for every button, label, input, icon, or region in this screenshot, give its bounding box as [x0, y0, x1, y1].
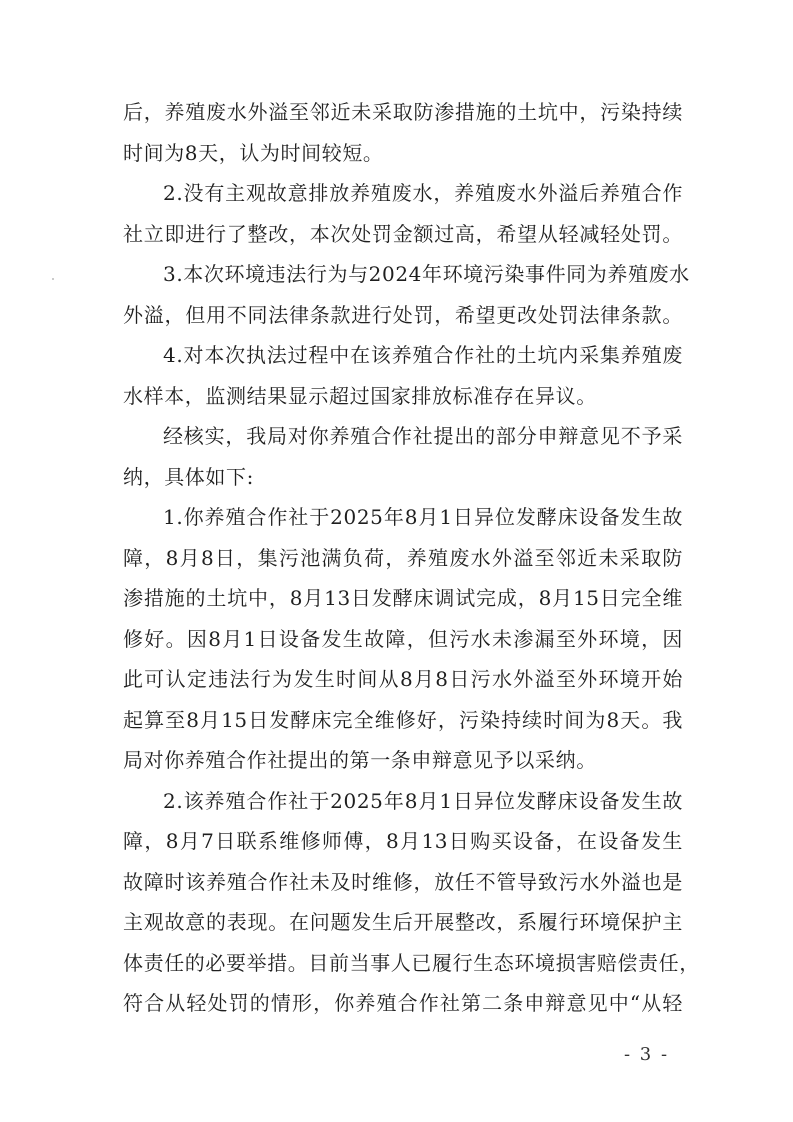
text-line: 修好。因8月1日设备发生故障，但污水未渗漏至外环境，因 [123, 627, 683, 651]
text-line: 障，8月8日，集污池满负荷，养殖废水外溢至邻近未采取防 [123, 546, 683, 570]
paragraph-first-line: 1.你养殖合作社于2025年8月1日异位发酵床设备发生故 [163, 505, 683, 529]
scan-speck [52, 278, 54, 280]
paragraph-first-line: 4.对本次执法过程中在该养殖合作社的土坑内采集养殖废 [163, 343, 683, 367]
text-line: 主观故意的表现。在问题发生后开展整改，系履行环境保护主 [123, 910, 683, 934]
paragraph-first-line: 3.本次环境违法行为与2024年环境污染事件同为养殖废水 [163, 262, 690, 286]
text-line: 障，8月7日联系维修师傅，8月13日购买设备，在设备发生 [123, 829, 683, 853]
text-line: 社立即进行了整改，本次处罚金额过高，希望从轻减轻处罚。 [123, 222, 683, 246]
text-line: 体责任的必要举措。目前当事人已履行生态环境损害赔偿责任， [123, 951, 700, 975]
paragraph-first-line: 2.没有主观故意排放养殖废水，养殖废水外溢后养殖合作 [163, 181, 683, 205]
text-line: 外溢，但用不同法律条款进行处罚，希望更改处罚法律条款。 [123, 303, 683, 327]
text-line: 局对你养殖合作社提出的第一条申辩意见予以采纳。 [123, 748, 597, 772]
text-line: 符合从轻处罚的情形，你养殖合作社第二条申辩意见中“从轻 [123, 991, 683, 1015]
text-line: 时间为8天，认为时间较短。 [123, 141, 384, 165]
page-number: - 3 - [624, 1044, 670, 1065]
text-line: 起算至8月15日发酵床完全维修好，污染持续时间为8天。我 [123, 708, 683, 732]
text-line: 故障时该养殖合作社未及时维修，放任不管导致污水外溢也是 [123, 870, 683, 894]
paragraph-first-line: 经核实，我局对你养殖合作社提出的部分申辩意见不予采 [163, 424, 683, 448]
text-line: 渗措施的土坑中，8月13日发酵床调试完成，8月15日完全维 [123, 586, 683, 610]
text-line: 此可认定违法行为发生时间从8月8日污水外溢至外环境开始 [123, 667, 683, 691]
text-line: 水样本，监测结果显示超过国家排放标准存在异议。 [123, 384, 597, 408]
text-line: 后，养殖废水外溢至邻近未采取防渗措施的土坑中，污染持续 [123, 100, 683, 124]
paragraph-first-line: 2.该养殖合作社于2025年8月1日异位发酵床设备发生故 [163, 789, 683, 813]
text-line: 纳，具体如下: [123, 465, 254, 489]
